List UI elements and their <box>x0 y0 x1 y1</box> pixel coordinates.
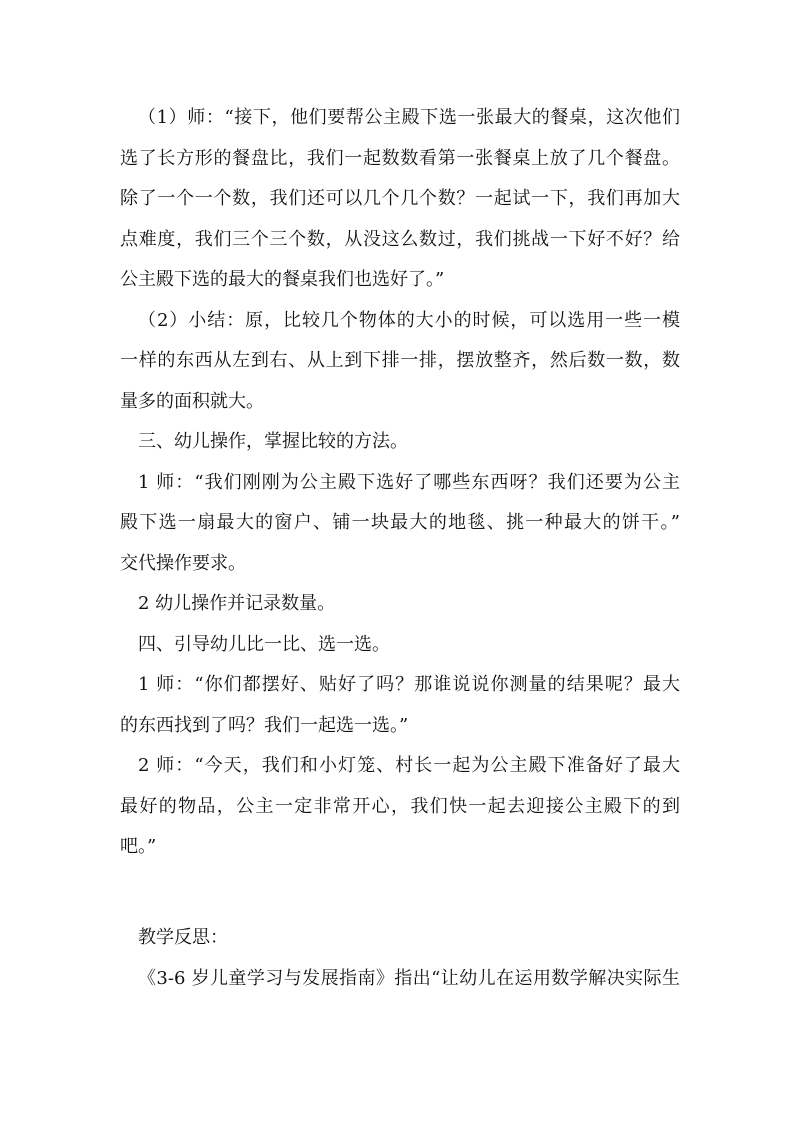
paragraph-5 <box>120 584 680 625</box>
paragraph-line: 一样的东西从左到右、从上到下排一排，摆放整齐，然后数一数，数 <box>120 350 680 371</box>
paragraph-line: （2）小结：原，比较几个物体的大小的时候，可以选用一些一模 <box>138 309 680 331</box>
paragraph-line: 点难度，我们三个三个数，从没这么数过，我们挑战一下好不好？给 <box>120 228 680 250</box>
heading-line: 教学反思： <box>138 927 228 948</box>
paragraph-line: 吧。” <box>120 836 157 857</box>
paragraph-line: （1）师：“接下，他们要帮公主殿下选一张最大的餐桌，这次他们 <box>138 107 680 128</box>
heading-line: 四、引导幼儿比一比、选一选。 <box>138 633 390 655</box>
blank-line <box>120 868 680 909</box>
paragraph-4 <box>120 463 680 585</box>
paragraph-1 <box>120 98 680 301</box>
paragraph-8 <box>120 746 680 868</box>
paragraph-line: 的东西找到了吗？我们一起选一选。” <box>120 714 409 736</box>
paragraph-line: 除了一个一个数，我们还可以几个几个数？一起试一下，我们再加大 <box>120 188 680 209</box>
paragraph-2 <box>120 301 680 423</box>
paragraph-line: 2 师：“今天，我们和小灯笼、村长一起为公主殿下准备好了最大 <box>138 755 680 776</box>
paragraph-line: 1 师：“你们都摆好、贴好了吗？那谁说说你测量的结果呢？最大 <box>138 674 680 695</box>
section-heading-4 <box>120 625 680 666</box>
reflection-heading <box>120 918 680 959</box>
paragraph-line: 1 师：“我们刚刚为公主殿下选好了哪些东西呀？我们还要为公主 <box>138 471 680 493</box>
spacer <box>120 908 680 918</box>
paragraph-line: 选了长方形的餐盘比，我们一起数数看第一张餐桌上放了几个餐盘。 <box>120 147 680 169</box>
section-heading-3 <box>120 422 680 463</box>
paragraph-line: 《3-6 岁儿童学习与发展指南》指出“让幼儿在运用数学解决实际生 <box>138 967 680 989</box>
paragraph-line: 殿下选一扇最大的窗户、铺一块最大的地毯、挑一种最大的饼干。” <box>120 512 680 533</box>
paragraph-line: 量多的面积就大。 <box>120 390 264 412</box>
paragraph-line: 最好的物品，公主一定非常开心，我们快一起去迎接公主殿下的到 <box>120 795 680 817</box>
paragraph-7 <box>120 665 680 746</box>
paragraph-line: 公主殿下选的最大的餐桌我们也选好了。” <box>120 269 445 290</box>
paragraph-10 <box>120 959 680 1000</box>
heading-line: 三、幼儿操作，掌握比较的方法。 <box>138 431 408 452</box>
paragraph-line: 2 幼儿操作并记录数量。 <box>138 593 336 614</box>
paragraph-line: 交代操作要求。 <box>120 552 246 574</box>
document-body <box>120 98 680 999</box>
